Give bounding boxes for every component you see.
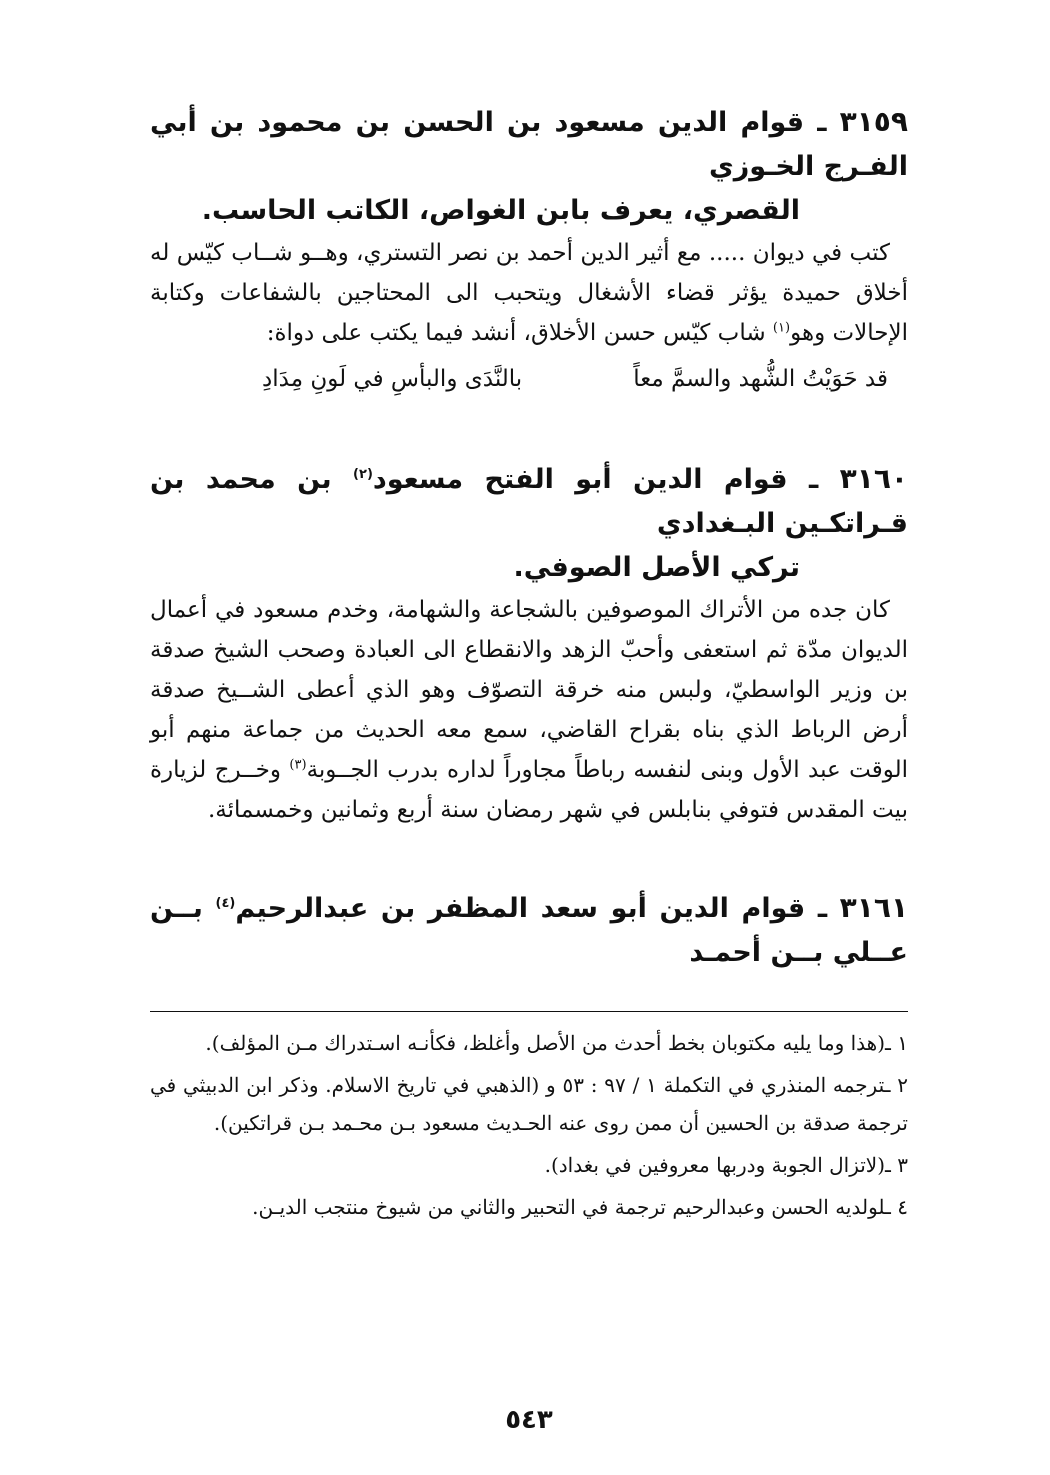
entry-title-3159 [150,100,908,233]
entry-number: ٣١٦٠ [839,462,908,495]
entry-number: ٣١٥٩ [839,105,908,138]
entry-dash: ـ [817,107,827,138]
entry-title-3160 [150,457,908,590]
footnote-1: ١ ـ(هذا وما يليه مكتوبان بخط أحدث من الأصل وأغلظ، فكأنـه اسـتدراك مـن المؤلف). [205,1031,908,1055]
poem-verse [150,357,908,401]
entry-title-text: بــن عــلي بــن أحمـد [150,893,908,968]
footnote-ref-3[interactable]: (٣) [289,757,307,773]
verse-first-hemistich: قد حَوَيْتُ الشُّهد والسمَّ معاً [633,366,888,392]
body-text: وخــرج لزيارة بيت المقدس فتوفي بنابلس في شهر رمضان سنة أربع وثمانين وخمسمائة. [150,757,908,823]
footnote-2: ٢ ـترجمه المنذري في التكملة ١ / ٩٧ : ٥٣ و (الذهبي في تاريخ الاسلام. وذكر ابن الدبيثي في ترجمة صدقة بن الحسين أن ممن روى عنه الحـديث مسعود بـن محـمد بـن قراتكين). [150,1073,909,1135]
section-gap [150,401,908,457]
footnote-4: ٤ ـلولديه الحسن وعبدالرحيم ترجمة في التحبير والثاني من شيوخ منتجب الديـن. [252,1195,908,1219]
entry-body-3160 [150,590,908,830]
page-number: ٥٤٣ [505,1405,553,1435]
entry-number: ٣١٦١ [839,891,909,924]
entry-title-continuation: تركي الأصل الصوفي. [513,552,800,583]
entry-dash: ـ [808,464,819,495]
body-text: كتب في ديوان ..... مع أثير الدين أحمد بن نصر التستري، وهــو شــاب كيّس له أخلاق حميدة يؤثر قضاء الأشغال ويتحبب الى المحتاجين بالشفاعات وكتابة الإحالات وهو [150,240,908,346]
footnote-3: ٣ ـ(لاتزال الجوبة ودربها معروفين في بغداد). [544,1153,908,1177]
entry-title-text: قوام الدين أبو الفتح مسعود [372,464,788,495]
entry-title-text: بن محمد بن قـراتكـين البـغدادي [150,464,908,539]
body-text: كان جده من الأتراك الموصوفين بالشجاعة والشهامة، وخدم مسعود في أعمال الديوان مدّة ثم استعفى وأحبّ الزهد والانقطاع الى العبادة وصحب الشيخ صدقة بن وزير الواسطيّ، ولبس منه خرقة التصوّف وهو الذي أعطى الشــيخ صدقة أرض الرباط الذي بناه بقراح القاضي، سمع معه الحديث من جماعة منهم أبو الوقت عبد الأول وبنى لنفسه رباطاً مجاوراً لداره بدرب الجــوبة [150,597,908,783]
entry-title-text: قوام الدين أبو سعد المظفر بن عبدالرحيم [235,893,806,924]
entry-dash: ـ [817,893,828,924]
section-gap [150,830,908,886]
entry-title-text: قوام الدين مسعود بن الحسن بن محمود بن أبي الفـرج الخـوزي [150,107,908,182]
footnote-ref-4[interactable]: (٤) [215,896,236,911]
entry-title-3161 [150,886,908,975]
footnote-divider [150,1011,908,1012]
verse-second-hemistich: بالنَّدَى والبأسِ في لَونِ مِدَادِ [262,366,523,392]
footnote-ref-2[interactable]: (٢) [353,467,373,482]
document-page [150,100,909,1435]
footnote-ref-1[interactable]: (١) [772,320,791,336]
body-text: شاب كيّس حسن الأخلاق، أنشد فيما يكتب على دواة: [266,320,766,346]
entry-body-3159 [150,233,908,353]
entry-title-continuation: القصري، يعرف بابن الغواص، الكاتب الحاسب. [201,195,800,226]
